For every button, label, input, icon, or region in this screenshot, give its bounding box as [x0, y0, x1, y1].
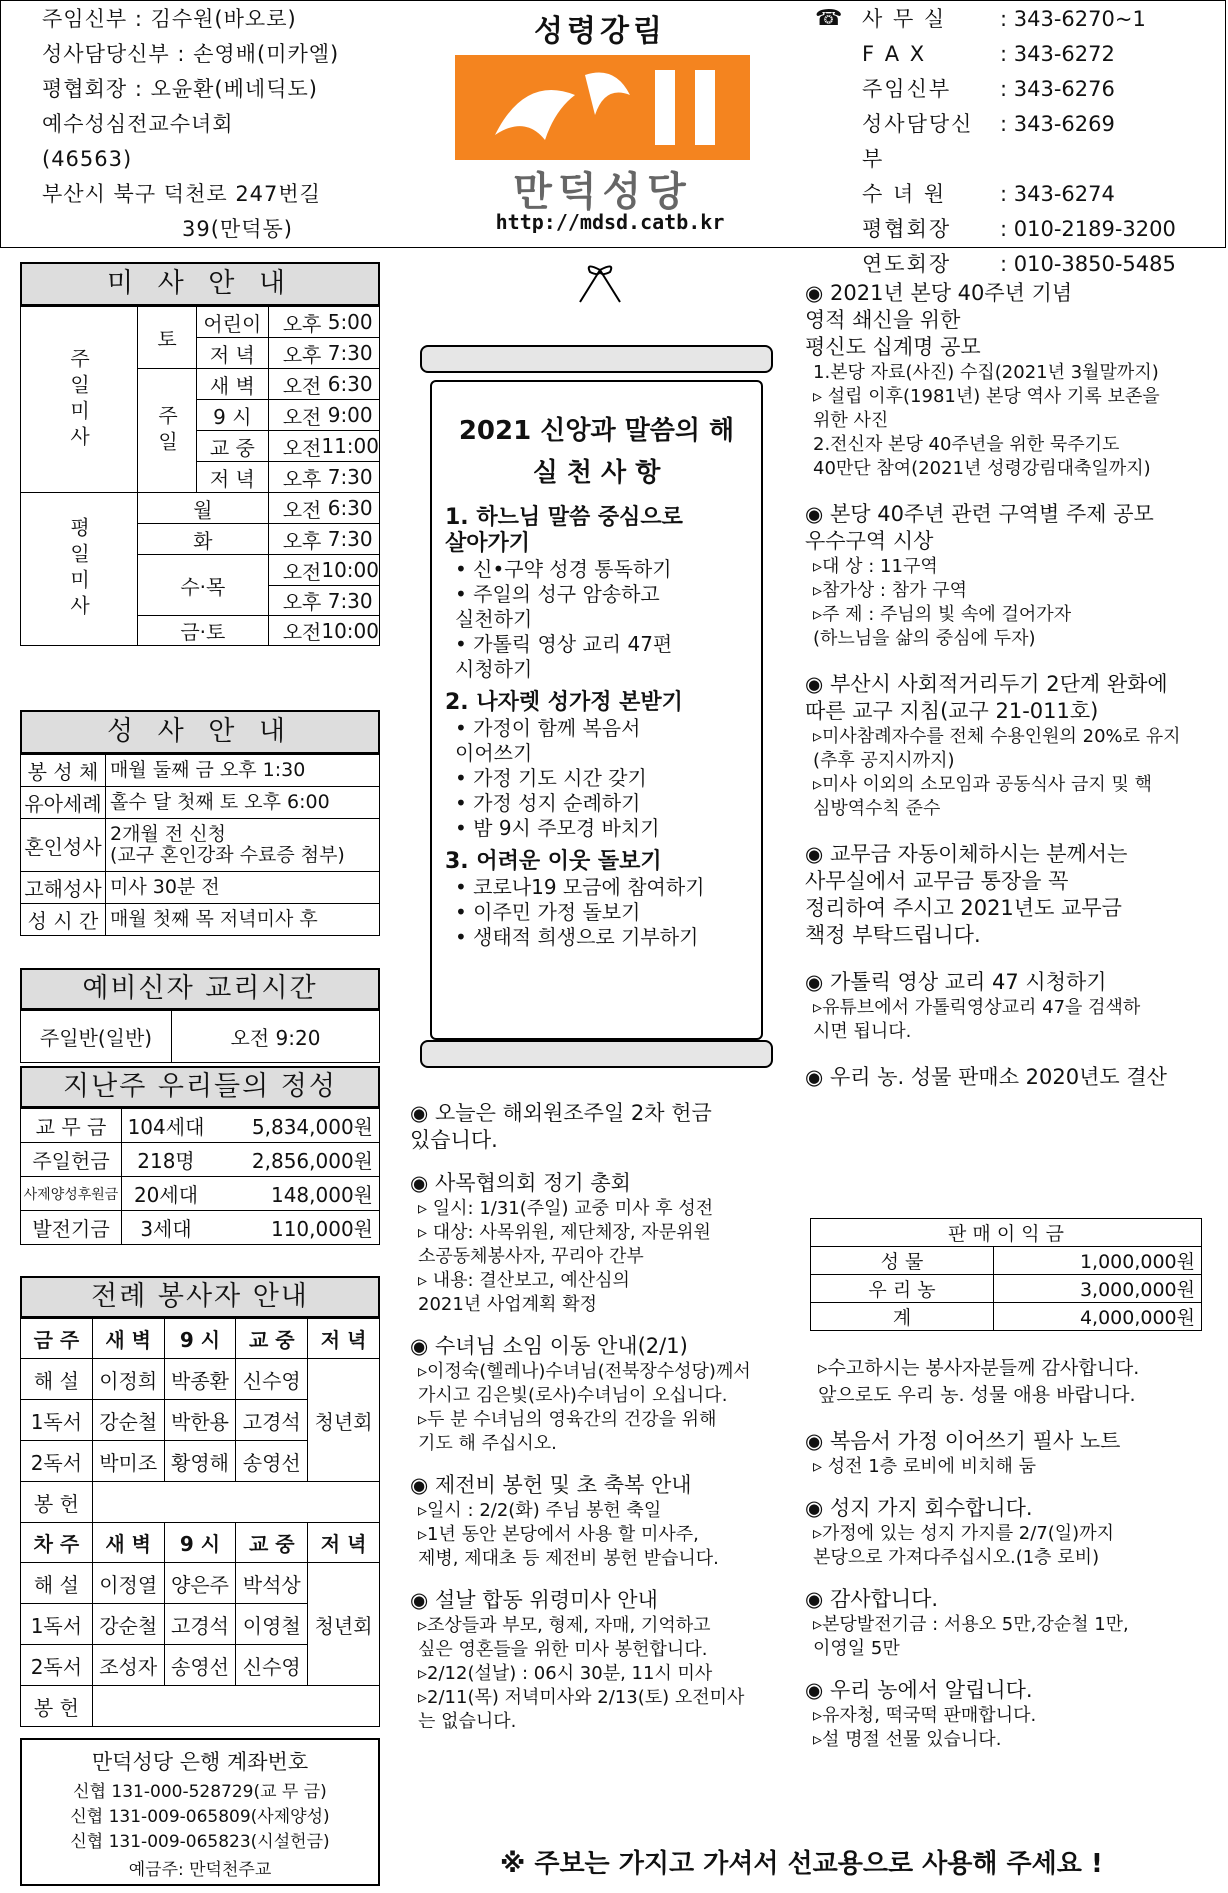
contact-list	[862, 2, 1228, 282]
notice	[805, 1677, 1220, 1752]
notice-line: ▹본당발전기금 : 서용오 5만,강순철 1만, 이영일 5만	[813, 1614, 1129, 1659]
mass-name: 교 중	[197, 431, 269, 462]
liturgy-cell: 이정열	[92, 1563, 164, 1604]
offering-amount: 2,856,000원	[210, 1143, 380, 1177]
scroll-title: 2021 신앙과 말씀의 해 실 천 사 항	[458, 416, 735, 488]
contact-value: : 010-2189-3200	[1000, 217, 1176, 241]
notice-head: ◉ 오늘은 해외원조주일 2차 헌금 있습니다.	[410, 1101, 712, 1152]
notice-line: ▹2/11(목) 저녁미사와 2/13(토) 오전미사 는 없습니다.	[418, 1687, 745, 1732]
mass-ampm: 오전	[268, 555, 321, 586]
parish-info-line: 부산시 북구 덕천로 247번길	[42, 182, 321, 206]
mass-title: 미 사 안 내	[20, 262, 380, 306]
mass-name: 수·목	[138, 555, 269, 616]
notice-line: ▹설 명절 선물 있습니다.	[813, 1729, 1002, 1750]
notice-head: ◉ 부산시 사회적거리두기 2단계 완화에 따른 교구 지침(교구 21-011호)	[805, 672, 1168, 723]
mass-group: 평일미사	[21, 493, 138, 646]
notice-line: 1.본당 자료(사진) 수집(2021년 3월말까지)	[813, 362, 1159, 383]
mass-name: 저 녁	[197, 462, 269, 493]
notice	[805, 1495, 1220, 1570]
mass-ampm: 오전	[268, 616, 321, 646]
liturgy-head: 저 녁	[308, 1523, 380, 1563]
liturgy-cell: 박한용	[164, 1400, 236, 1441]
notice-head: ◉ 제전비 봉헌 및 초 축복 안내	[410, 1473, 692, 1497]
notice-head: ◉ 본당 40주년 관련 구역별 주제 공모 우수구역 시상	[805, 502, 1154, 553]
bank-line: 신협 131-009-065823(시설헌금)	[70, 1832, 330, 1852]
right-notices-2	[805, 1428, 1220, 1768]
settlement-note: ▹수고하시는 봉사자분들께 감사합니다. 앞으로도 우리 농. 성물 애용 바랍니다.	[818, 1357, 1140, 1406]
mass-table	[20, 306, 380, 646]
liturgy-cell: 신수영	[236, 1359, 308, 1400]
liturgy-cell: 2독서	[21, 1441, 93, 1482]
settle-amount: 3,000,000원	[994, 1275, 1202, 1303]
catechumen-table	[20, 1010, 380, 1063]
notice	[805, 1586, 1220, 1661]
liturgy-cell: 양은주	[164, 1563, 236, 1604]
liturgy-head: 교 중	[236, 1523, 308, 1563]
scroll-item: • 주일의 성구 암송하고 실천하기	[455, 582, 660, 631]
liturgy-cell: 해 설	[21, 1563, 93, 1604]
offering-table	[20, 1108, 380, 1245]
parish-info-line: (46563)	[42, 147, 133, 171]
mass-time: 7:30	[321, 586, 379, 616]
bank-line: 신협 131-009-065809(사제양성)	[70, 1807, 330, 1827]
liturgy-cell: 고경석	[164, 1604, 236, 1645]
mass-day: 주일	[138, 369, 197, 493]
scroll-item: • 생태적 희생으로 기부하기	[455, 925, 699, 949]
sacrament-desc: 매월 둘째 금 오후 1:30	[106, 755, 380, 787]
contact-row	[862, 2, 1228, 37]
liturgy-head: 교 중	[236, 1319, 308, 1359]
notice	[410, 1333, 790, 1456]
parish-info-line: 39(만덕동)	[182, 217, 293, 241]
notice	[805, 280, 1220, 481]
notice-line: ▹이정숙(헬레나)수녀님(전북장수성당)께서 가시고 김은빛(로사)수녀님이 오십니다.	[418, 1361, 751, 1406]
mass-name: 9 시	[197, 400, 269, 431]
notice-head: ◉ 사목협의회 정기 총회	[410, 1171, 631, 1195]
scroll-item: • 가정 성지 순례하기	[455, 791, 641, 815]
mass-ampm: 오전	[268, 400, 321, 431]
notice-line: ▹일시 : 2/2(화) 주님 봉헌 축일	[418, 1500, 662, 1521]
contact-key: 수 녀 원	[862, 182, 947, 206]
bank-title: 만덕성당 은행 계좌번호	[91, 1750, 309, 1774]
sacrament-desc: 미사 30분 전	[106, 872, 380, 904]
sacrament-title: 성 사 안 내	[20, 710, 380, 754]
mass-time: 6:30	[321, 493, 379, 524]
notice-head: ◉ 2021년 본당 40주년 기념 영적 쇄신을 위한 평신도 십계명 공모	[805, 281, 1073, 359]
scroll-section	[445, 849, 755, 950]
liturgy-cell: 신수영	[236, 1645, 308, 1686]
sacrament-desc: 홀수 달 첫째 토 오후 6:00	[106, 787, 380, 819]
mass-group: 주일미사	[21, 307, 138, 493]
liturgy-cell: 박미조	[92, 1441, 164, 1482]
contact-row	[862, 107, 1228, 177]
scroll-bottom-roll	[420, 1040, 773, 1068]
liturgy-head: 새 벽	[92, 1319, 164, 1359]
notice	[805, 501, 1220, 651]
scroll-item: • 가톨릭 영상 교리 47편 시청하기	[455, 632, 673, 681]
contact-value: : 343-6274	[1000, 182, 1115, 206]
offering-title: 지난주 우리들의 정성	[20, 1066, 380, 1108]
liturgy-cell: 송영선	[236, 1441, 308, 1482]
mass-name: 어린이	[197, 307, 269, 338]
middle-notices	[410, 1100, 790, 1750]
sacrament-name: 성 시 간	[21, 904, 106, 936]
mass-ampm: 오후	[268, 338, 321, 369]
offering-name: 사제양성후원금	[21, 1177, 122, 1211]
notice-line: ▹유튜브에서 가톨릭영상교리 47을 검색하 시면 됩니다.	[813, 997, 1141, 1042]
liturgy-cell: 강순철	[92, 1400, 164, 1441]
offering-amount: 110,000원	[210, 1211, 380, 1245]
contact-key: F A X	[862, 42, 927, 66]
offering-name: 주일헌금	[21, 1143, 122, 1177]
contact-row	[862, 37, 1228, 72]
liturgy-cell: 1독서	[21, 1604, 93, 1645]
mass-ampm: 오전	[268, 431, 321, 462]
liturgy-cell	[92, 1482, 379, 1523]
contact-row	[862, 212, 1228, 247]
contact-row	[862, 177, 1228, 212]
liturgy-head: 저 녁	[308, 1319, 380, 1359]
notice	[410, 1587, 790, 1734]
liturgy-head: 9 시	[164, 1319, 236, 1359]
notice-head: ◉ 교무금 자동이체하시는 분께서는 사무실에서 교무금 통장을 꼭 정리하여 주시고 2021년도 교무금 책정 부탁드립니다.	[805, 842, 1128, 947]
notice	[805, 671, 1220, 821]
notice-head: ◉ 설날 합동 위령미사 안내	[410, 1588, 658, 1612]
notice-line: ▹ 설립 이후(1981년) 본당 역사 기록 보존을 위한 사진	[813, 386, 1160, 431]
parish-info	[42, 2, 422, 247]
contact-value: : 010-3850-5485	[1000, 252, 1176, 276]
notice-line: ▹대 상 : 11구역	[813, 556, 938, 577]
catechumen-class: 주일반(일반)	[21, 1011, 172, 1063]
mass-time: 9:00	[321, 400, 379, 431]
sacrament-name: 유아세례	[21, 787, 106, 819]
website-link[interactable]: http://mdsd.catb.kr	[495, 210, 725, 234]
offering-name: 발전기금	[21, 1211, 122, 1245]
liturgy-evening: 청년회	[308, 1359, 380, 1482]
scroll-section-head: 2. 나자렛 성가정 본받기	[445, 690, 683, 715]
notice	[805, 1428, 1220, 1479]
offering-count: 218명	[122, 1143, 211, 1177]
parish-info-line: 성사담당신부 : 손영배(미카엘)	[42, 42, 340, 66]
scroll-ribbon-icon	[560, 262, 640, 332]
liturgy-cell: 박종환	[164, 1359, 236, 1400]
logo-title: 성령강림	[534, 14, 666, 49]
notice-line: ▹가정에 있는 성지 가지를 2/7(일)까지 본당으로 가져다주십시오.(1층 로비)	[813, 1523, 1114, 1568]
notice-line: ▹1년 동안 본당에서 사용 할 미사주, 제병, 제대초 등 제전비 봉헌 받습니다.	[418, 1524, 719, 1569]
liturgy-cell: 조성자	[92, 1645, 164, 1686]
settlement-table	[810, 1218, 1202, 1331]
mass-name: 금·토	[138, 616, 269, 646]
liturgy-cell: 황영해	[164, 1441, 236, 1482]
mass-time: 6:30	[321, 369, 379, 400]
notice-head: ◉ 복음서 가정 이어쓰기 필사 노트	[805, 1429, 1121, 1453]
notice	[410, 1100, 790, 1154]
bank-line: 신협 131-000-528729(교 무 금)	[73, 1782, 327, 1802]
settle-amount: 4,000,000원	[994, 1303, 1202, 1331]
offering-amount: 148,000원	[210, 1177, 380, 1211]
offering-amount: 5,834,000원	[210, 1109, 380, 1143]
mass-name: 새 벽	[197, 369, 269, 400]
settle-amount: 1,000,000원	[994, 1247, 1202, 1275]
contact-row	[862, 247, 1228, 282]
liturgy-table	[20, 1318, 380, 1727]
notice-line: ▹2/12(설날) : 06시 30분, 11시 미사	[418, 1663, 713, 1684]
offering-count: 104세대	[122, 1109, 211, 1143]
notice-head: ◉ 감사합니다.	[805, 1587, 939, 1611]
scroll-top-roll	[420, 345, 773, 373]
notice-line: ▹미사 이외의 소모임과 공동식사 금지 및 핵 심방역수칙 준수	[813, 774, 1152, 819]
settle-item: 성 물	[811, 1247, 994, 1275]
notice-line: ▹조상들과 부모, 형제, 자매, 기억하고 싶은 영혼들을 위한 미사 봉헌합니다.	[418, 1615, 711, 1660]
liturgy-head: 새 벽	[92, 1523, 164, 1563]
sacrament-table	[20, 754, 380, 936]
liturgy-head: 9 시	[164, 1523, 236, 1563]
liturgy-head: 금 주	[21, 1319, 93, 1359]
scroll-item: • 밤 9시 주모경 바치기	[455, 816, 660, 840]
scroll-item: • 가정이 함께 복음서 이어쓰기	[455, 716, 641, 765]
contact-row	[862, 72, 1228, 107]
mass-time: 10:00	[321, 616, 379, 646]
contact-key: 평협회장	[862, 217, 952, 241]
logo-emblem	[455, 55, 750, 160]
sacrament-desc: 매월 첫째 목 저녁미사 후	[106, 904, 380, 936]
liturgy-cell: 1독서	[21, 1400, 93, 1441]
scroll-item: • 신•구약 성경 통독하기	[455, 557, 672, 581]
liturgy-cell: 송영선	[164, 1645, 236, 1686]
mass-time: 10:00	[321, 555, 379, 586]
scroll-section-head: 1. 하느님 말씀 중심으로 살아가기	[445, 505, 683, 556]
mass-time: 11:00	[321, 431, 379, 462]
scroll-section-head: 3. 어려운 이웃 돌보기	[445, 849, 662, 874]
sacrament-name: 고해성사	[21, 872, 106, 904]
notice-line: ▹유자청, 떡국떡 판매합니다.	[813, 1705, 1037, 1726]
notice-head: ◉ 가톨릭 영상 교리 47 시청하기	[805, 970, 1107, 994]
mass-time: 7:30	[321, 524, 379, 555]
notice-line: ▹ 내용: 결산보고, 예산심의 2021년 사업계획 확정	[418, 1270, 630, 1315]
scroll-item: • 가정 기도 시간 갖기	[455, 766, 647, 790]
notice-line: ▹두 분 수녀님의 영육간의 건강을 위해 기도 해 주십시오.	[418, 1409, 717, 1454]
contact-value: : 343-6276	[1000, 77, 1115, 101]
settle-item: 계	[811, 1303, 994, 1331]
contact-key: 연도회장	[862, 252, 952, 276]
mass-ampm: 오후	[268, 586, 321, 616]
notice-head: ◉ 우리 농에서 알립니다.	[805, 1678, 1033, 1702]
mass-ampm: 오전	[268, 369, 321, 400]
offering-count: 20세대	[122, 1177, 211, 1211]
catechumen-time: 오전 9:20	[172, 1011, 380, 1063]
liturgy-cell: 이정희	[92, 1359, 164, 1400]
liturgy-cell: 봉 헌	[21, 1686, 93, 1727]
notice	[805, 841, 1220, 949]
notice-line: ▹ 성전 1층 로비에 비치해 둠	[813, 1456, 1036, 1477]
offering-name: 교 무 금	[21, 1109, 122, 1143]
notice-line: ▹ 대상: 사목위원, 제단체장, 자문위원 소공동체봉사자, 꾸리아 간부	[418, 1222, 711, 1267]
notice-head: ◉ 우리 농. 성물 판매소 2020년도 결산	[805, 1065, 1167, 1089]
bank-holder: 예금주: 만덕천주교	[128, 1860, 272, 1880]
mass-time: 7:30	[321, 338, 379, 369]
sacrament-name: 혼인성사	[21, 819, 106, 872]
contact-key: 성사담당신부	[862, 112, 974, 171]
sacrament-name: 봉 성 체	[21, 755, 106, 787]
scroll-section	[445, 690, 755, 841]
notice-line: ▹미사참례자수를 전체 수용인원의 20%로 유지 (추후 공지시까지)	[813, 726, 1181, 771]
mass-name: 화	[138, 524, 269, 555]
mass-ampm: 오후	[268, 307, 321, 338]
notice-head: ◉ 성지 가지 회수합니다.	[805, 1496, 1033, 1520]
liturgy-cell	[92, 1686, 379, 1727]
mass-name: 월	[138, 493, 269, 524]
mass-name: 저 녁	[197, 338, 269, 369]
contact-key: 사 무 실	[862, 7, 947, 31]
notice	[805, 1064, 1220, 1091]
liturgy-cell: 박석상	[236, 1563, 308, 1604]
scroll-section	[445, 505, 755, 682]
notice	[410, 1472, 790, 1571]
settle-item: 우 리 농	[811, 1275, 994, 1303]
contact-key: 주임신부	[862, 77, 952, 101]
liturgy-cell: 2독서	[21, 1645, 93, 1686]
parish-info-line: 평협회장 : 오윤환(베네딕도)	[42, 77, 318, 101]
notice	[805, 969, 1220, 1044]
offering-count: 3세대	[122, 1211, 211, 1245]
notice	[410, 1170, 790, 1317]
scroll-sections	[445, 505, 755, 958]
contact-value: : 343-6269	[1000, 112, 1115, 136]
footer-note: ※ 주보는 가지고 가셔서 선교용으로 사용해 주세요 !	[500, 1849, 1103, 1879]
mass-ampm: 오후	[268, 462, 321, 493]
settle-head: 판 매 이 익 금	[811, 1219, 1202, 1247]
liturgy-cell: 봉 헌	[21, 1482, 93, 1523]
mass-ampm: 오전	[268, 493, 321, 524]
notice-head: ◉ 수녀님 소임 이동 안내(2/1)	[410, 1334, 688, 1358]
mass-day: 토	[138, 307, 197, 369]
notice-line: ▹ 일시: 1/31(주일) 교중 미사 후 성전	[418, 1198, 714, 1219]
logo-name: 만덕성당	[513, 169, 692, 215]
bank-box	[20, 1738, 380, 1886]
parish-info-line: 주임신부 : 김수원(바오로)	[42, 7, 297, 31]
liturgy-evening: 청년회	[308, 1563, 380, 1686]
parish-info-line: 예수성심전교수녀회	[42, 112, 234, 136]
contact-value: : 343-6270~1	[1000, 7, 1146, 31]
sacrament-desc: 2개월 전 신청 (교구 혼인강좌 수료증 첨부)	[106, 819, 380, 872]
mass-ampm: 오후	[268, 524, 321, 555]
mass-time: 7:30	[321, 462, 379, 493]
liturgy-cell: 고경석	[236, 1400, 308, 1441]
liturgy-cell: 강순철	[92, 1604, 164, 1645]
notice-line: ▹주 제 : 주님의 빛 속에 걸어가자 (하느님을 삶의 중심에 두자)	[813, 604, 1072, 649]
catechumen-title: 예비신자 교리시간	[20, 968, 380, 1010]
liturgy-cell: 이영철	[236, 1604, 308, 1645]
scroll-item: • 코로나19 모금에 참여하기	[455, 875, 705, 899]
liturgy-title: 전례 봉사자 안내	[20, 1276, 380, 1318]
phone-icon: ☎	[815, 6, 843, 31]
contact-value: : 343-6272	[1000, 42, 1115, 66]
mass-time: 5:00	[321, 307, 379, 338]
liturgy-head: 차 주	[21, 1523, 93, 1563]
right-notices	[805, 280, 1220, 1111]
notice-line: 2.전신자 본당 40주년을 위한 묵주기도 40만단 참여(2021년 성령강림대축일까지)	[813, 434, 1151, 479]
notice-line: ▹참가상 : 참가 구역	[813, 580, 967, 601]
liturgy-cell: 해 설	[21, 1359, 93, 1400]
scroll-item: • 이주민 가정 돌보기	[455, 900, 641, 924]
